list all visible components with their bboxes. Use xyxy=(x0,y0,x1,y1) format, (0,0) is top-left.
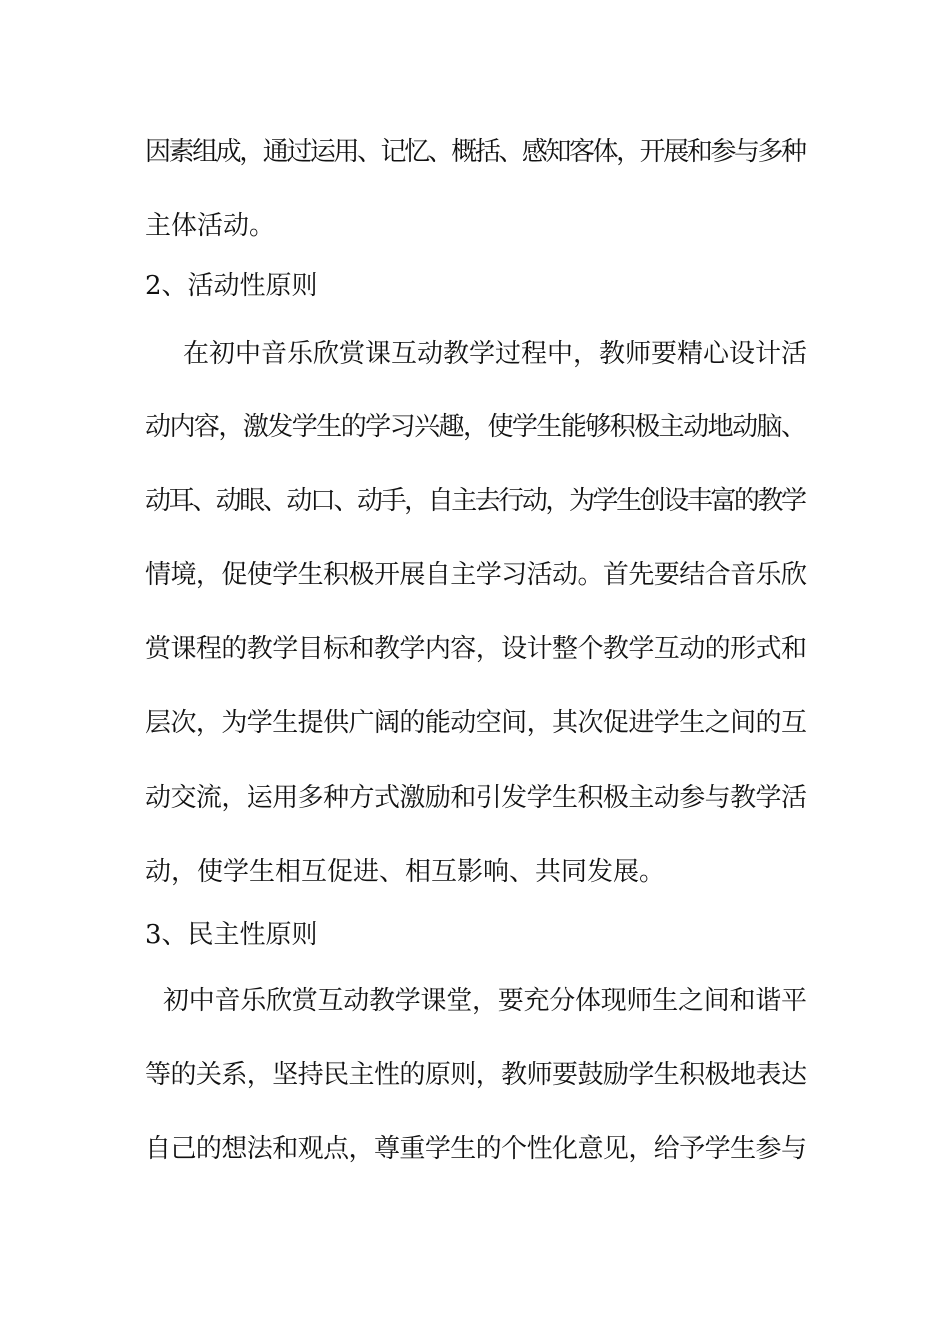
paragraph-line: 动交流，运用多种方式激励和引发学生积极主动参与教学活 xyxy=(145,783,807,813)
paragraph-line: 情境，促使学生积极开展自主学习活动。首先要结合音乐欣 xyxy=(145,560,807,590)
paragraph-line: 赏课程的教学目标和教学内容，设计整个教学互动的形式和 xyxy=(145,634,807,664)
paragraph-line: 动内容，激发学生的学习兴趣，使学生能够积极主动地动脑、 xyxy=(145,412,806,442)
paragraph-line: 等的关系，坚持民主性的原则，教师要鼓励学生积极地表达 xyxy=(145,1060,807,1090)
paragraph-line: 自己的想法和观点，尊重学生的个性化意见，给予学生参与 xyxy=(145,1134,807,1164)
paragraph-line: 主体活动。 xyxy=(145,211,276,241)
paragraph-line: 初中音乐欣赏互动教学课堂，要充分体现师生之间和谐平 xyxy=(163,986,807,1016)
paragraph-line: 因素组成，通过运用、记忆、概括、感知客体，开展和参与多种 xyxy=(145,137,805,167)
section-heading: 3、民主性原则 xyxy=(145,920,318,950)
paragraph-line: 动，使学生相互促进、相互影响、共同发展。 xyxy=(145,857,666,887)
paragraph-line: 层次，为学生提供广阔的能动空间，其次促进学生之间的互 xyxy=(145,708,807,738)
paragraph-line: 动耳、动眼、动口、动手，自主去行动，为学生创设丰富的教学 xyxy=(145,486,805,516)
paragraph-line: 在初中音乐欣赏课互动教学过程中，教师要精心设计活 xyxy=(183,339,807,369)
section-heading: 2、活动性原则 xyxy=(145,271,318,301)
